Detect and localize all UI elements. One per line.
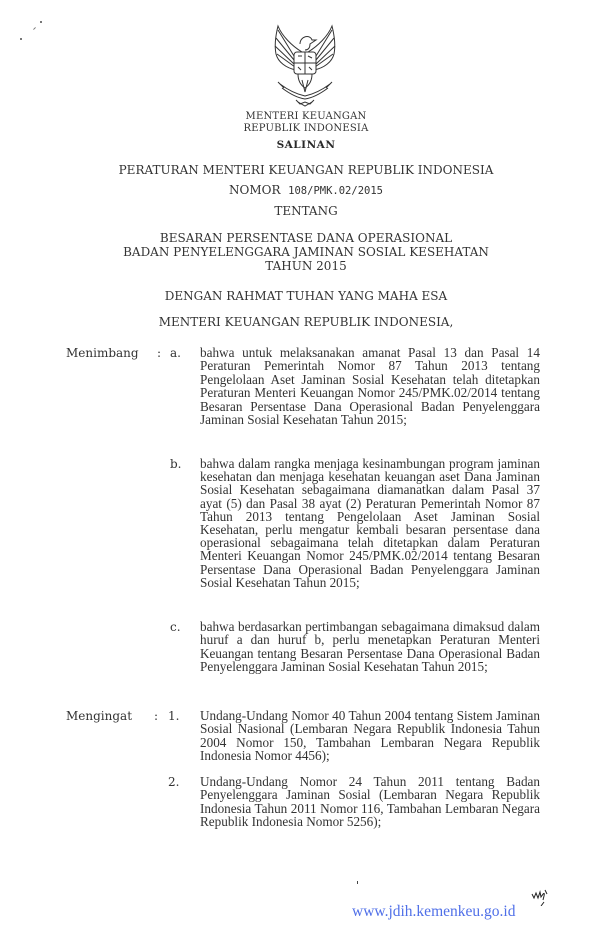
item-marker-2: 2.	[168, 775, 180, 789]
copy-mark: SALINAN	[276, 139, 336, 151]
institution-line-2: REPUBLIK INDONESIA	[243, 123, 369, 134]
subject-line-2: BADAN PENYELENGGARA JAMINAN SOSIAL KESEHATAN	[123, 245, 489, 259]
regulation-number	[0, 183, 612, 197]
regulation-title: PERATURAN MENTERI KEUANGAN REPUBLIK INDONESIA	[118, 163, 494, 177]
garuda-emblem-icon	[264, 22, 346, 108]
consideration-c: bahwa berdasarkan pertimbangan sebagaimana dimaksud dalam huruf a dan huruf b, perlu menetapkan Peraturan Menteri Keuangan tentang Besaran Persentase Dana Operasional Badan Penyelenggara Jaminan Sosial Kesehatan Tahun 2015;	[200, 619, 540, 675]
item-marker-c: c.	[170, 620, 181, 634]
subject-line-3: TAHUN 2015	[265, 259, 347, 273]
subject-line-1: BESARAN PERSENTASE DANA OPERASIONAL	[159, 231, 453, 245]
number-value: 108/PMK.02/2015	[288, 185, 383, 197]
website-link[interactable]: www.jdih.kemenkeu.go.id	[352, 903, 516, 920]
initial-mark-icon	[530, 888, 554, 906]
institution-line-1: MENTERI KEUANGAN	[245, 111, 367, 122]
mengingat-label: Mengingat	[66, 709, 133, 723]
scan-speck	[33, 27, 36, 30]
menimbang-label: Menimbang	[66, 346, 139, 360]
mengingat-colon: :	[154, 709, 159, 723]
consideration-a: bahwa untuk melaksanakan amanat Pasal 13 dan Pasal 14 Peraturan Pemerintah Nomor 87 Tahun 2013 tentang Pengelolaan Aset Jaminan Sosial Kesehatan telah ditetapkan Peraturan Menteri Keuangan Nomor 245/PMK.02/2014 tentang Besaran Persentase Dana Operasional Badan Penyelenggara Jaminan Sosial Kesehatan Tahun 2015;	[200, 345, 540, 428]
scan-speck	[357, 881, 358, 884]
legal-basis-1: Undang-Undang Nomor 40 Tahun 2004 tentang Sistem Jaminan Sosial Nasional (Lembaran Negara Republik Indonesia Tahun 2004 Nomor 150, Tambahan Lembaran Negara Republik Indonesia Nomor 4456);	[200, 708, 540, 764]
consideration-b: bahwa dalam rangka menjaga kesinambungan program jaminan kesehatan dan menjaga kesehatan keuangan aset Dana Jaminan Sosial Kesehatan sebagaimana diamanatkan dalam Pasal 37 ayat (5) dan Pasal 38 ayat (2) Peraturan Pemerintah Nomor 87 Tahun 2013 tentang Pengelolaan Aset Jaminan Sosial Kesehatan, perlu mengatur kembali besaran persentase dana operasional sebagaimana telah ditetapkan dalam Peraturan Menteri Keuangan Nomor 245/PMK.02/2014 tentang Besaran Persentase Dana Operasional Badan Penyelenggara Jaminan Sosial Kesehatan Tahun 2015;	[200, 456, 540, 590]
scan-speck	[40, 21, 42, 23]
invocation: DENGAN RAHMAT TUHAN YANG MAHA ESA	[164, 289, 448, 303]
item-marker-1: 1.	[168, 709, 180, 723]
legal-basis-2: Undang-Undang Nomor 24 Tahun 2011 tentang Badan Penyelenggara Jaminan Sosial (Lembaran Negara Republik Indonesia Tahun 2011 Nomor 116, Tambahan Lembaran Negara Republik Indonesia Nomor 5256);	[200, 774, 540, 830]
number-label: NOMOR	[229, 183, 281, 197]
item-marker-b: b.	[170, 457, 182, 471]
about-heading: TENTANG	[274, 204, 338, 218]
item-marker-a: a.	[170, 346, 181, 360]
scan-speck	[20, 38, 22, 40]
issuer: MENTERI KEUANGAN REPUBLIK INDONESIA,	[158, 315, 454, 329]
menimbang-colon: :	[157, 346, 162, 360]
